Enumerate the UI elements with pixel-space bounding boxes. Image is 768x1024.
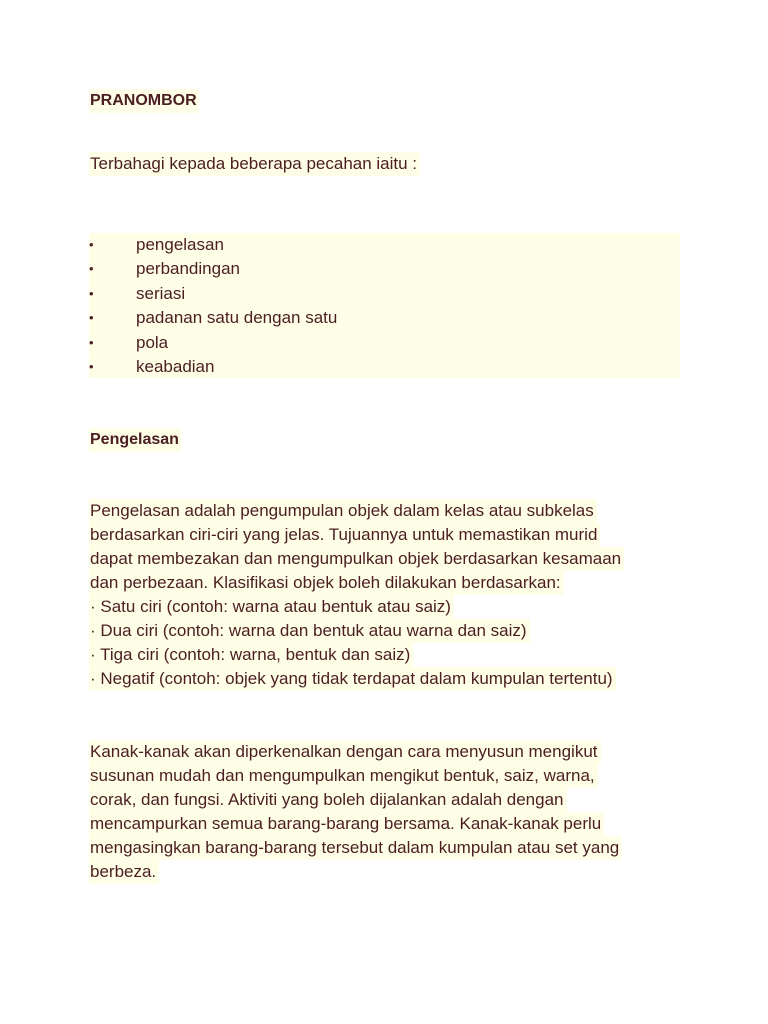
list-item: • padanan satu dengan satu [89, 306, 680, 330]
list-item: • pengelasan [89, 233, 680, 257]
paragraph-line: dapat membezakan dan mengumpulkan objek berdasarkan kesamaan [89, 547, 624, 571]
paragraph-1 [89, 499, 624, 691]
paragraph-line: susunan mudah dan mengumpulkan mengikut bentuk, saiz, warna, [89, 764, 598, 788]
intro-text [89, 152, 420, 176]
paragraph-line: dan perbezaan. Klasifikasi objek boleh dilakukan berdasarkan: [89, 571, 564, 595]
paragraph-line: corak, dan fungsi. Aktiviti yang boleh dijalankan adalah dengan [89, 788, 567, 812]
paragraph-line: · Tiga ciri (contoh: warna, bentuk dan saiz) [89, 643, 413, 667]
page-title: PRANOMBOR [89, 89, 199, 113]
bullet-icon: • [89, 261, 94, 277]
paragraph-line: mencampurkan semua barang-barang bersama. Kanak-kanak perlu [89, 812, 604, 836]
list-item: • seriasi [89, 282, 680, 306]
bullet-list [89, 233, 680, 378]
paragraph-line: · Negatif (contoh: objek yang tidak terdapat dalam kumpulan tertentu) [89, 667, 616, 691]
bullet-icon: • [89, 285, 94, 301]
bullet-icon: • [89, 334, 94, 350]
bullet-icon: • [89, 237, 94, 252]
paragraph-line: · Dua ciri (contoh: warna dan bentuk atau warna dan saiz) [89, 619, 530, 643]
paragraph-line: · Satu ciri (contoh: warna atau bentuk atau saiz) [89, 595, 454, 619]
paragraph-line: berdasarkan ciri-ciri yang jelas. Tujuannya untuk memastikan murid [89, 523, 600, 547]
bullet-icon: • [89, 310, 94, 326]
paragraph-line: Kanak-kanak akan diperkenalkan dengan cara menyusun mengikut [89, 740, 601, 764]
list-item: • pola [89, 331, 680, 355]
list-item: • perbandingan [89, 257, 680, 281]
list-item: • keabadian [89, 355, 680, 379]
bullet-icon: • [89, 358, 94, 374]
paragraph-line: Pengelasan adalah pengumpulan objek dalam kelas atau subkelas [89, 499, 597, 523]
intro-line: Terbahagi kepada beberapa pecahan iaitu : [89, 152, 420, 176]
paragraph-line: berbeza. [89, 860, 159, 884]
section-heading: Pengelasan [89, 428, 181, 452]
paragraph-2 [89, 740, 622, 884]
paragraph-line: mengasingkan barang-barang tersebut dalam kumpulan atau set yang [89, 836, 622, 860]
